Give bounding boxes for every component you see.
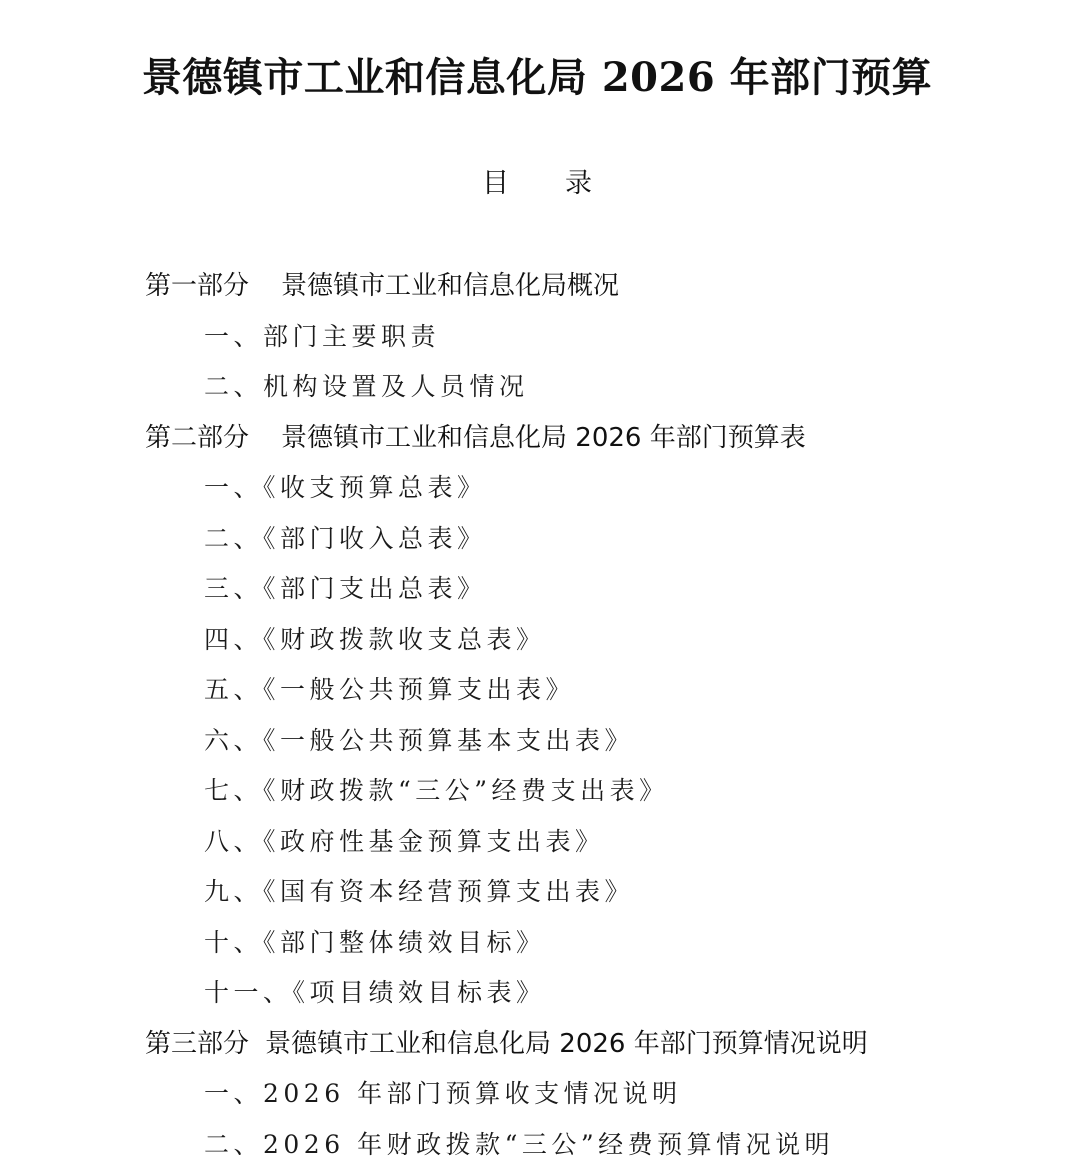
toc-item: 一、部门主要职责 xyxy=(0,315,1074,366)
toc-part-heading xyxy=(0,1022,1074,1073)
part-title: 景德镇市工业和信息化局概况 xyxy=(281,271,619,301)
part-label: 第三部分 xyxy=(145,1022,249,1066)
toc-item: 七、《财政拨款“三公”经费支出表》 xyxy=(0,769,1074,820)
table-of-contents xyxy=(0,264,1074,1173)
document-title: 景德镇市工业和信息化局 2026 年部门预算 xyxy=(0,52,1074,104)
toc-item: 一、2026 年部门预算收支情况说明 xyxy=(0,1072,1074,1123)
part-title: 景德镇市工业和信息化局 2026 年部门预算情况说明 xyxy=(265,1029,868,1059)
toc-item: 四、《财政拨款收支总表》 xyxy=(0,618,1074,669)
toc-item: 二、《部门收入总表》 xyxy=(0,517,1074,568)
toc-item: 二、机构设置及人员情况 xyxy=(0,365,1074,416)
part-label: 第二部分 xyxy=(145,416,249,460)
toc-item: 九、《国有资本经营预算支出表》 xyxy=(0,870,1074,921)
toc-item: 八、《政府性基金预算支出表》 xyxy=(0,820,1074,871)
toc-item: 十一、《项目绩效目标表》 xyxy=(0,971,1074,1022)
toc-part-heading xyxy=(0,416,1074,467)
part-label: 第一部分 xyxy=(145,264,249,308)
toc-item: 一、《收支预算总表》 xyxy=(0,466,1074,517)
toc-part-heading xyxy=(0,264,1074,315)
toc-item: 十、《部门整体绩效目标》 xyxy=(0,921,1074,972)
toc-item: 五、《一般公共预算支出表》 xyxy=(0,668,1074,719)
part-title: 景德镇市工业和信息化局 2026 年部门预算表 xyxy=(281,423,806,453)
toc-heading: 目录 xyxy=(0,164,1074,204)
toc-item: 六、《一般公共预算基本支出表》 xyxy=(0,719,1074,770)
toc-item: 三、《部门支出总表》 xyxy=(0,567,1074,618)
toc-item: 二、2026 年财政拨款“三公”经费预算情况说明 xyxy=(0,1123,1074,1173)
